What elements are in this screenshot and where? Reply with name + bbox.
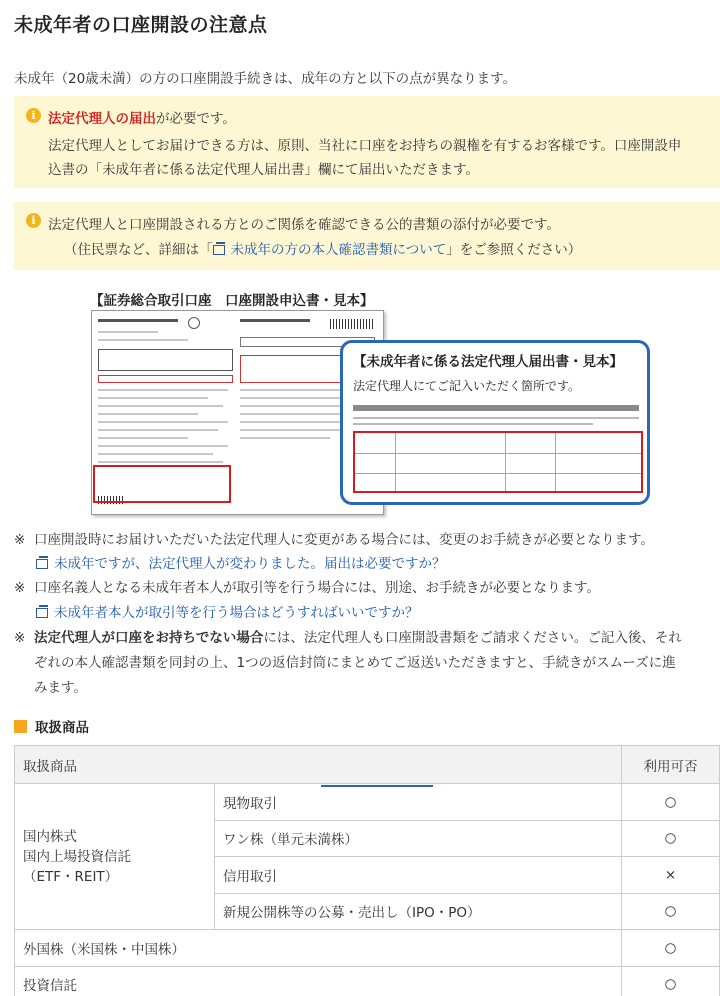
section-square-icon [14, 720, 27, 733]
notice1-highlight: 法定代理人の届出 [48, 111, 156, 127]
note-text: 口座名義人となる未成年者本人が取引等を行う場合には、別途、お手続きが必要となります。 [34, 580, 600, 596]
external-window-icon [36, 559, 48, 569]
notice-legal-representative [14, 96, 720, 188]
product-name: 新規公開株等の公募・売出し（IPO・PO） [215, 893, 622, 930]
product-name: 投資信託 [15, 966, 622, 996]
products-table [14, 745, 720, 996]
intro-text: 未成年（20歳未満）の方の口座開設手続きは、成年の方と以下の点が異なります。 [14, 71, 517, 87]
section-title-products [14, 716, 89, 736]
faq-link-minor-trading[interactable] [36, 601, 419, 621]
product-name: 信用取引 [215, 857, 622, 894]
notice2-line1: 法定代理人と口座開設される方とのご関係を確認できる公的書類の添付が必要です。 [48, 217, 560, 233]
notice2-suffix: 」をご参照ください） [446, 242, 582, 258]
header-product: 取扱商品 [15, 746, 622, 784]
note-text: 口座開設時にお届けいただいた法定代理人に変更がある場合には、変更のお手続きが必要となります。 [34, 532, 654, 548]
note-mark: ※ [14, 532, 26, 548]
callout-form-box [353, 431, 643, 493]
faq-link-representative-change[interactable] [36, 552, 446, 572]
notice1-line3: 込書の「未成年者に係る法定代理人届出書」欄にて届出いただきます。 [48, 162, 479, 178]
section-title: 取扱商品 [35, 720, 89, 736]
notice2-line2 [64, 238, 581, 258]
info-icon: i [26, 108, 41, 123]
callout-header-bar [353, 405, 639, 411]
table-header-row [15, 746, 720, 784]
availability-value: ○ [622, 930, 720, 967]
external-window-icon [36, 608, 48, 618]
table-row [15, 784, 720, 821]
figure-title: 【証券総合取引口座 口座開設申込書・見本】 [90, 293, 374, 309]
table-row [15, 930, 720, 967]
info-icon: i [26, 213, 41, 228]
availability-value: ○ [622, 784, 720, 821]
highlight-box [93, 465, 231, 503]
availability-value: ○ [622, 966, 720, 996]
id-docs-link-label: 未成年の方の本人確認書類について [230, 242, 447, 258]
availability-value: ○ [622, 820, 720, 857]
product-name: 現物取引 [215, 784, 622, 821]
note-3-line3: みます。 [34, 680, 87, 696]
external-window-icon [213, 245, 225, 255]
note-mark: ※ [14, 580, 26, 596]
note-mark: ※ [14, 630, 26, 646]
product-name: 外国株（米国株・中国株） [15, 930, 622, 967]
notice1-line2: 法定代理人としてお届けできる方は、原則、当社に口座をお持ちの親権を有するお客様です。口座開設申 [48, 138, 682, 154]
note-1 [14, 528, 654, 548]
availability-value: ○ [622, 893, 720, 930]
note-bold: 法定代理人が口座をお持ちでない場合 [34, 630, 264, 646]
note-3 [14, 626, 682, 646]
callout-legal-representative-form [340, 340, 650, 505]
header-availability: 利用可否 [622, 746, 720, 784]
note-2 [14, 576, 600, 596]
page-title: 未成年者の口座開設の注意点 [14, 14, 268, 36]
callout-title: 【未成年者に係る法定代理人届出書・見本】 [353, 354, 623, 370]
availability-value: × [622, 857, 720, 894]
id-docs-link[interactable] [213, 242, 447, 258]
note-text: には、法定代理人も口座開設書類をご請求ください。ご記入後、それ [263, 630, 682, 646]
notice1-line1 [48, 107, 236, 127]
table-row [15, 966, 720, 996]
callout-subtitle: 法定代理人にてご記入いただく箇所です。 [353, 379, 581, 393]
product-group-domestic: 国内株式 国内上場投資信託 （ETF・REIT） [15, 784, 215, 930]
notice-document-attachment [14, 202, 720, 270]
notice2-prefix: （住民票など、詳細は「 [64, 242, 213, 258]
note-3-line2: ぞれの本人確認書類を同封の上、1つの返信封筒にまとめてご返送いただきますと、手続きがスムーズに進 [34, 655, 676, 671]
notice1-suffix: が必要です。 [156, 111, 236, 127]
faq-link-label: 未成年者本人が取引等を行う場合はどうすればいいですか？ [54, 605, 419, 621]
product-name: ワン株（単元未満株） [215, 820, 622, 857]
faq-link-label: 未成年ですが、法定代理人が変わりました。届出は必要ですか？ [54, 556, 446, 572]
